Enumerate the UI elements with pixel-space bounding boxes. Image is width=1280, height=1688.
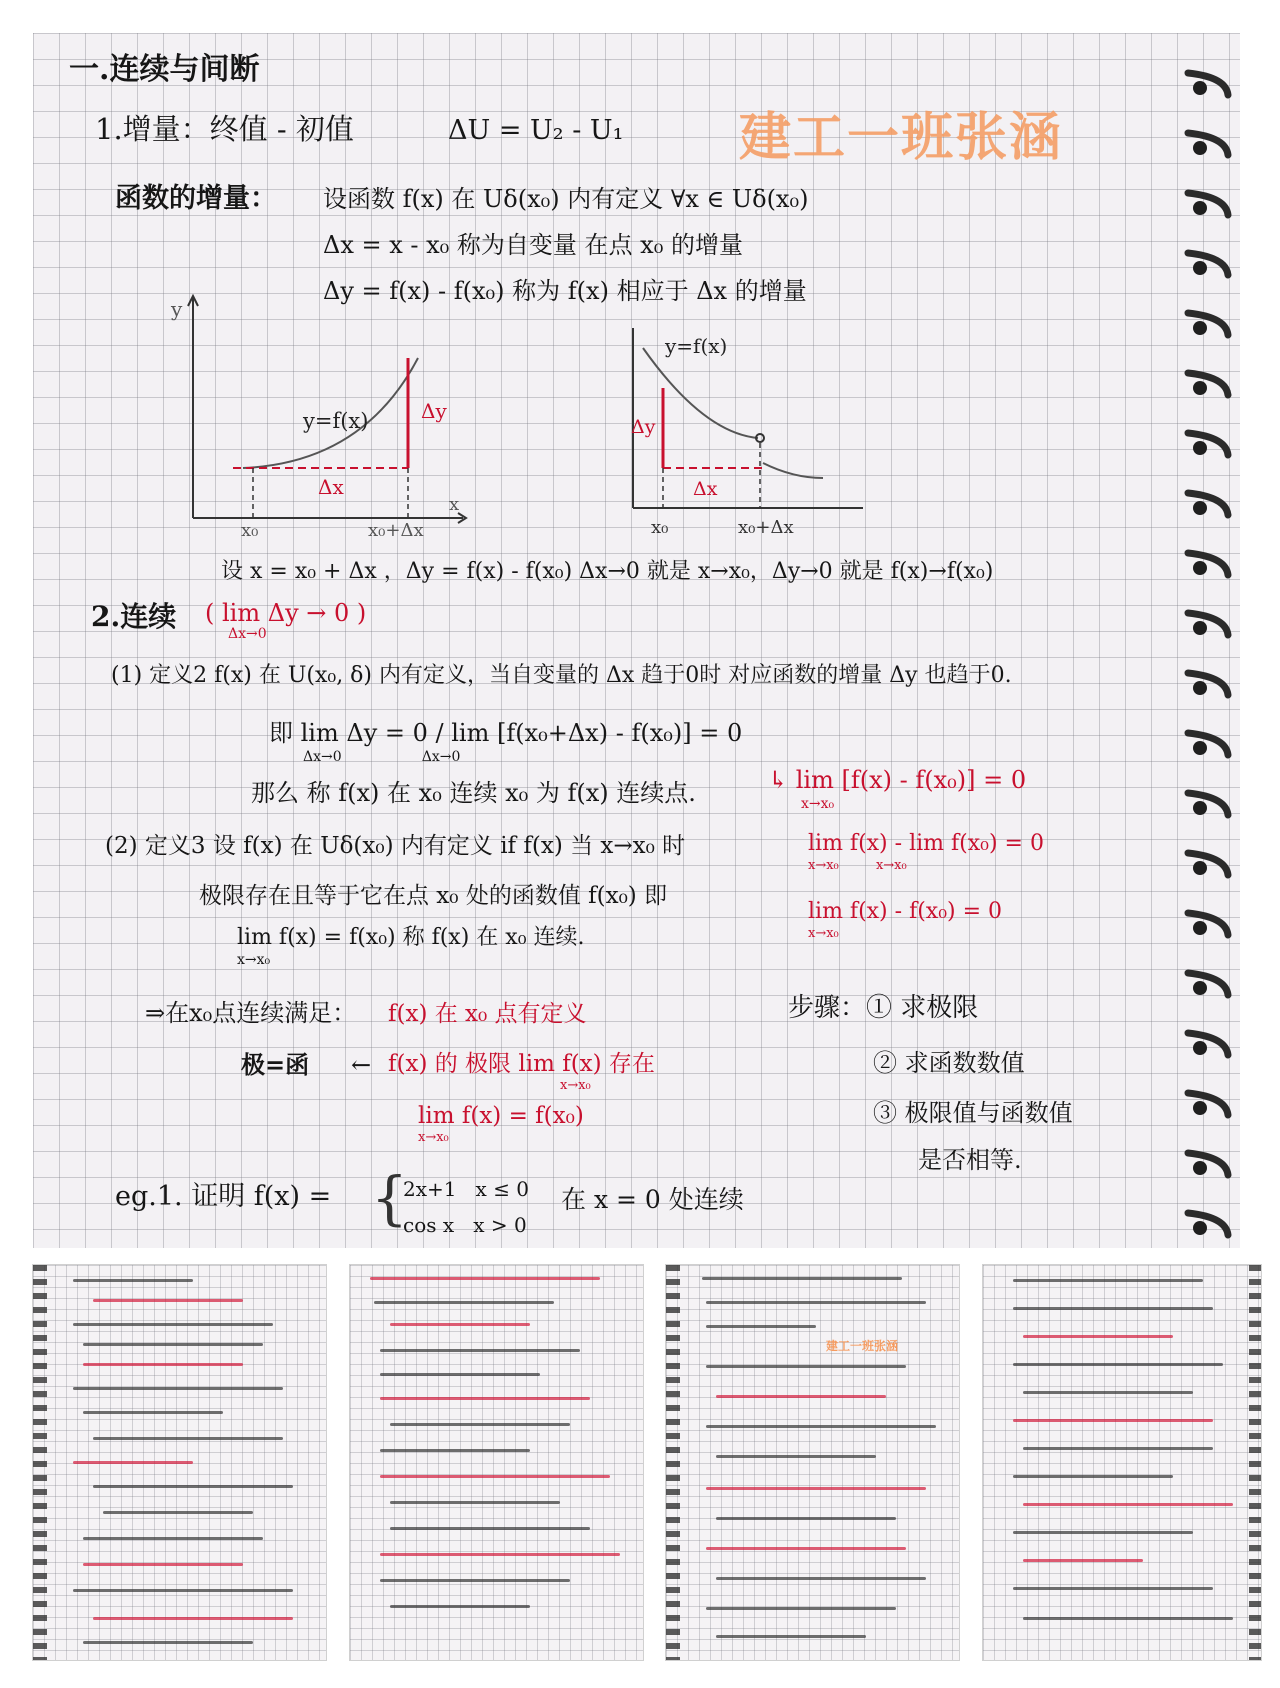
thumbnail-page-1 <box>33 1265 326 1660</box>
x0-label: x₀ <box>241 520 259 538</box>
condition-1: f(x) 在 x₀ 点有定义 <box>388 1001 587 1027</box>
limit-equals-value: 极=函 <box>241 1050 310 1079</box>
thumbnail-spiral <box>1249 1265 1261 1660</box>
example-case-2: cos x x > 0 <box>403 1213 527 1237</box>
example-suffix: 在 x = 0 处连续 <box>561 1185 744 1214</box>
step-3: ③ 极限值与函数值 <box>873 1099 1073 1127</box>
increment-graph-left <box>163 288 483 538</box>
condition-3: lim f(x) = f(x₀) <box>418 1103 584 1129</box>
axis-x-label: x <box>449 494 460 515</box>
axis-y-label: y <box>171 297 183 321</box>
side-equation-1: lim f(x) - lim f(x₀) = 0 <box>808 831 1044 856</box>
definition-2-equation-sub: Δx→0 Δx→0 <box>303 749 461 765</box>
increment-formula: ΔU = U₂ - U₁ <box>448 115 624 146</box>
side-equation-2: lim f(x) - f(x₀) = 0 <box>808 899 1003 924</box>
continuity-title: 2.连续 <box>91 600 177 633</box>
x0dx-label: x₀+Δx <box>368 520 424 538</box>
thumbnail-page-4 <box>983 1265 1261 1660</box>
right-x0-label: x₀ <box>651 517 669 538</box>
condition-arrow: ← <box>351 1051 372 1079</box>
thumbnail-page-3 <box>666 1265 959 1660</box>
steps-title: 步骤：① 求极限 <box>788 993 979 1023</box>
right-curve-label: y=f(x) <box>665 334 728 358</box>
section-heading: 一.连续与间断 <box>69 52 260 87</box>
definition-3-equation: lim f(x) = f(x₀) 称 f(x) 在 x₀ 连续. <box>237 925 585 950</box>
thumbnail-watermark: 建工一班张涵 <box>826 1339 899 1353</box>
continuity-title-limit: ( lim Δy → 0 ) <box>205 599 367 627</box>
condition-3-sub: x→x₀ <box>418 1130 449 1145</box>
thumbnail-spiral <box>666 1265 680 1660</box>
definition-2-side: ↳ lim [f(x) - f(x₀)] = 0 <box>768 766 1027 794</box>
definition-3: (2) 定义3 设 f(x) 在 Uδ(x₀) 内有定义 if f(x) 当 x→x₀ 时 <box>105 833 686 859</box>
right-dy-label: Δy <box>631 416 656 438</box>
increment-line-3: Δy = f(x) - f(x₀) 称为 f(x) 相应于 Δx 的增量 <box>323 277 807 305</box>
right-dx-label: Δx <box>693 478 718 500</box>
author-watermark: 建工一班张涵 <box>739 108 1064 168</box>
notebook-page <box>33 33 1240 1248</box>
side-equation-1-sub: x→x₀ x→x₀ <box>808 858 907 873</box>
thumbnail-page-2 <box>350 1265 643 1660</box>
increment-line-1: 设函数 f(x) 在 Uδ(x₀) 内有定义 ∀x ∈ Uδ(x₀) <box>323 185 809 213</box>
example-case-1: 2x+1 x ≤ 0 <box>403 1177 530 1201</box>
right-x0dx-label: x₀+Δx <box>738 517 794 538</box>
condition-2: f(x) 的 极限 lim f(x) 存在 <box>388 1051 655 1077</box>
definition-3-equation-sub: x→x₀ <box>237 952 271 968</box>
definition-2-equation: 即 lim Δy = 0 / lim [f(x₀+Δx) - f(x₀)] = 0 <box>269 719 743 747</box>
definition-2-side-sub: x→x₀ <box>801 796 835 812</box>
step-2: ② 求函数数值 <box>873 1049 1025 1077</box>
definition-2: (1) 定义2 f(x) 在 U(x₀, δ) 内有定义，当自变量的 Δx 趋于0时 对应函数的增量 Δy 也趋于0. <box>111 663 1012 688</box>
increment-graph-right <box>623 323 893 538</box>
condition-2-sub: x→x₀ <box>560 1078 591 1093</box>
thumbnail-spiral <box>33 1265 47 1660</box>
dy-label: Δy <box>421 399 447 423</box>
spiral-binding <box>1180 33 1240 1248</box>
definition-2-conclusion: 那么 称 f(x) 在 x₀ 连续 x₀ 为 f(x) 连续点. <box>251 779 696 807</box>
step-3-cont: 是否相等. <box>918 1146 1022 1174</box>
substitution-line: 设 x = x₀ + Δx ，Δy = f(x) - f(x₀) Δx→0 就是 x→x₀，Δy→0 就是 f(x)→f(x₀) <box>221 559 994 584</box>
side-equation-2-sub: x→x₀ <box>808 926 839 941</box>
function-increment-label: 函数的增量： <box>115 183 277 214</box>
definition-3-cont: 极限存在且等于它在点 x₀ 处的函数值 f(x₀) 即 <box>199 883 668 909</box>
continuity-title-limit-sub: Δx→0 <box>228 626 267 642</box>
increment-line-2: Δx = x - x₀ 称为自变量 在点 x₀ 的增量 <box>323 231 743 259</box>
example-prefix: eg.1. 证明 f(x) = <box>115 1181 332 1212</box>
dx-label: Δx <box>318 475 344 499</box>
conditions-intro: ⇒在x₀点连续满足： <box>145 999 357 1027</box>
curve-label: y=f(x) <box>303 409 369 433</box>
piecewise-brace: { <box>371 1164 408 1232</box>
increment-title: 1.增量：终值 - 初值 <box>95 112 354 146</box>
